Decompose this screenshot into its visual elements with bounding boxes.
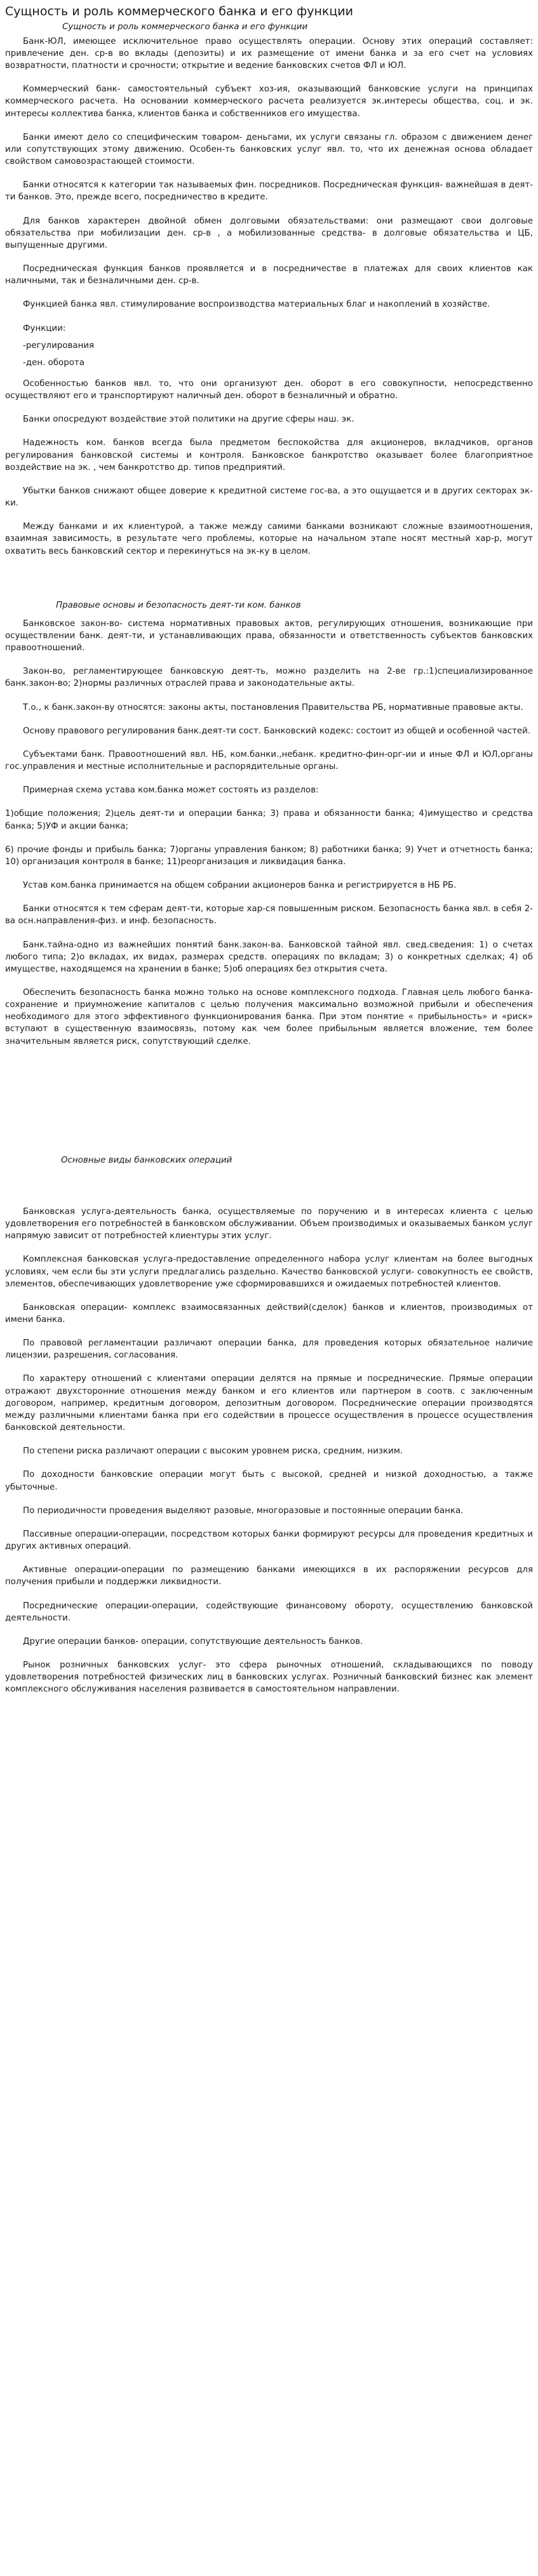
paragraph: Комплексная банковская услуга-предоставление определенного набора услуг клиентам на более выгодных условиях, чем если бы эти услуги предлагались раздельно. Качество банковской услуги- совокупность ее свойств, элементов, обеспечивающих удовлетворение уже сформировавшихся и ожидаемых потребностей клиентов.	[5, 1255, 533, 1289]
paragraph: Устав ком.банка принимается на общем собрании акционеров банка и регистрируется в НБ РБ.	[23, 881, 457, 891]
paragraph: Банки относятся к тем сферам деят-ти, которые хар-ся повышенным риском. Безопасность банка явл. в себя 2-ва осн.направления-физ. и инф. безопасность.	[5, 904, 533, 926]
paragraph: Активные операции-операции по размещению банками имеющихся в их распоряжении ресурсов для получения прибыли и поддержки ликвидности.	[5, 1565, 533, 1587]
section-heading: Правовые основы и безопасность деят-ти ком. банков	[56, 600, 301, 610]
paragraph: Примерная схема устава ком.банка может состоять из разделов:	[23, 785, 319, 796]
paragraph: Коммерческий банк- самостоятельный субъект хоз-ия, оказывающий банковские услуги на принципах коммерческого расчета. На основании коммерческого расчета реализуется эк.интересы общества, соц. и эк. интересы коллектива банка, клиентов банка и собственников его имущества.	[5, 84, 533, 119]
paragraph: Закон-во, регламентирующее банковскую деят-ть, можно разделить на 2-ве гр.:1)специализированное банк.закон-во; 2)нормы различных отраслей права и законодательные акты.	[5, 667, 533, 689]
paragraph: По доходности банковские операции могут быть с высокой, средней и низкой доходностью, а также убыточные.	[5, 1470, 533, 1492]
paragraph: Функцией банка явл. стимулирование воспроизводства материальных благ и накоплений в хозяйстве.	[23, 300, 490, 310]
paragraph: Для банков характерен двойной обмен долговыми обязательствами: они размещают свои долговые обязательства при мобилизации ден. ср-в , а мобилизованные средства- в долговые обязательства и ЦБ, выпущенные другими.	[5, 216, 533, 250]
paragraph: Субъектами банк. Правоотношений явл. НБ, ком.банки.,небанк. кредитно-фин-орг-ии и иные ФЛ и ЮЛ,органы гос.управления и местные исполнительные и распорядительные органы.	[5, 749, 533, 772]
paragraph: По периодичности проведения выделяют разовые, многоразовые и постоянные операции банка.	[23, 1505, 464, 1516]
paragraph: Банк.тайна-одно из важнейших понятий банк.закон-ва. Банковской тайной явл. свед.сведения: 1) о счетах любого типа; 2)о вкладах, их видах, размерах средств. операциях по вкладам; 3) о конкретных сделках; 4) об имуществе, находящемся на хранении в банке; 5)об операциях без открытия счета.	[5, 940, 533, 974]
paragraph: Обеспечить безопасность банка можно только на основе комплексного подхода. Главная цель любого банка-сохранение и приумножение капиталов с целью получения максимально возможной прибыли и обеспечения необходимого для этого эффективного функционирования банка. При этом понятие « прибыльность» и «риск» вступают в существенную взаимосвязь, потому как чем более прибыльным является вложение, тем более значительным является риск, сопутствующий сделке.	[5, 987, 533, 1046]
paragraph: Банки опосредуют воздействие этой политики на другие сферы наш. эк.	[23, 415, 354, 425]
functions-item: -регулирования	[23, 340, 95, 350]
document-title: Сущность и роль коммерческого банка и его функции	[5, 4, 353, 18]
paragraph: Посредническая функция банков проявляется и в посредничестве в платежах для своих клиентов как наличными, так и безналичными ден. ср-в.	[5, 264, 533, 286]
document-subtitle: Сущность и роль коммерческого банка и его функции	[62, 22, 308, 32]
paragraph: Пассивные операции-операции, посредством которых банки формируют ресурсы для проведения кредитных и других активных операций.	[5, 1529, 533, 1552]
section-operations	[5, 1154, 533, 1696]
paragraph: Между банками и их клиентурой, а также между самими банками возникают сложные взаимоотношения, взаимная зависимость, в результате чего проблемы, которые на начальном этапе носят местный хар-р, могут охватить весь банковский сектор и перекинуться на эк-ку в целом.	[5, 522, 533, 556]
section-essence	[5, 36, 533, 557]
paragraph: Банки относятся к категории так называемых фин. посредников. Посредническая функция- важнейшая в деят-ти банков. Это, прежде всего, посредничество в кредите.	[5, 180, 533, 203]
paragraph: Банковская операции- комплекс взаимосвязанных действий(сделок) банков и клиентов, производимых от имени банка.	[5, 1302, 533, 1325]
paragraph: По характеру отношений с клиентами операции делятся на прямые и посреднические. Прямые операции отражают двухсторонние отношения между банком и его клиентов или партнером в соотв. с заключенным договором, например, кредитным договором, депозитным договором. Посреднические операции производятся между различными клиентами банка при его содействии в процессе осуществления в процессе осуществления банковской деятельности.	[5, 1374, 533, 1433]
paragraph: По правовой регламентации различают операции банка, для проведения которых обязательное наличие лицензии, разрешения, согласования.	[5, 1338, 533, 1361]
paragraph: Банковская услуга-деятельность банка, осуществляемые по поручению и в интересах клиента с целью удовлетворения его потребностей в банковском обслуживании. Объем производимых и оказываемых банком услуг напрямую зависит от потребностей клиентуры этих услуг.	[5, 1206, 533, 1241]
paragraph: По степени риска различают операции с высоким уровнем риска, средним, низким.	[23, 1446, 403, 1457]
paragraph: 6) прочие фонды и прибыль банка; 7)органы управления банком; 8) работники банка; 9) Учет и отчетность банка; 10) организация контроля в банке; 11)реорганизация и ликвидация банка.	[5, 844, 533, 867]
paragraph: Особенностью банков явл. то, что они организуют ден. оборот в его совокупности, непосредственно осуществляют его и транспортируют наличный ден. оборот в безналичный и обратно.	[5, 378, 533, 401]
paragraph: Банки имеют дело со специфическим товаром- деньгами, их услуги связаны гл. образом с движением денег или сопутствующих этому движению. Особен-ть банковских услуг явл. то, что их денежная основа обладает свойством самовозрастающей стоимости.	[5, 132, 533, 167]
functions-label: Функции:	[23, 323, 66, 333]
paragraph: Посреднические операции-операции, содействующие финансовому обороту, осуществлению банковской деятельности.	[5, 1601, 533, 1623]
paragraph: Надежность ком. банков всегда была предметом беспокойства для акционеров, вкладчиков, органов регулирования банковской системы и контроля. Банковское банкротство оказывает более благоприятное воздействие на эк. , чем банкротство др. типов предприятий.	[5, 438, 533, 472]
paragraph: 1)общие положения; 2)цель деят-ти и операции банка; 3) права и обязанности банка; 4)имущество и средства банка; 5)УФ и акции банка;	[5, 809, 533, 831]
paragraph: Банковское закон-во- система нормативных правовых актов, регулирующих отношения, возникающие при осуществлении банк. деят-ти, и устанавливающих права, обязанности и ответственность субъектов банковских правоотношений.	[5, 618, 533, 653]
section-legal	[5, 599, 533, 1048]
paragraph: Рынок розничных банковских услуг- это сфера рыночных отношений, складывающихся по поводу удовлетворения потребностей физических лиц в банковских услугах. Розничный банковский бизнес как элемент комплексного обслуживания населения развивается в самостоятельном направлении.	[5, 1660, 533, 1695]
functions-item: -ден. оборота	[23, 357, 84, 368]
paragraph: Банк-ЮЛ, имеющее исключительное право осуществлять операции. Основу этих операций составляет: привлечение ден. ср-в во вклады (депозиты) и их размещение от имени банка и за его счет на условиях возвратности, платности и срочности; открытие и ведение банковских счетов ФЛ и ЮЛ.	[5, 36, 533, 71]
paragraph: Другие операции банков- операции, сопутствующие деятельность банков.	[23, 1636, 363, 1646]
paragraph: Основу правового регулирования банк.деят-ти сост. Банковский кодекс: состоит из общей и особенной частей.	[23, 726, 531, 736]
paragraph: Т.о., к банк.закон-ву относятся: законы акты, постановления Правительства РБ, нормативные правовые акты.	[23, 702, 523, 712]
section-heading: Основные виды банковских операций	[61, 1155, 232, 1165]
paragraph: Убытки банков снижают общее доверие к кредитной системе гос-ва, а это ощущается и в других секторах эк-ки.	[5, 486, 533, 509]
